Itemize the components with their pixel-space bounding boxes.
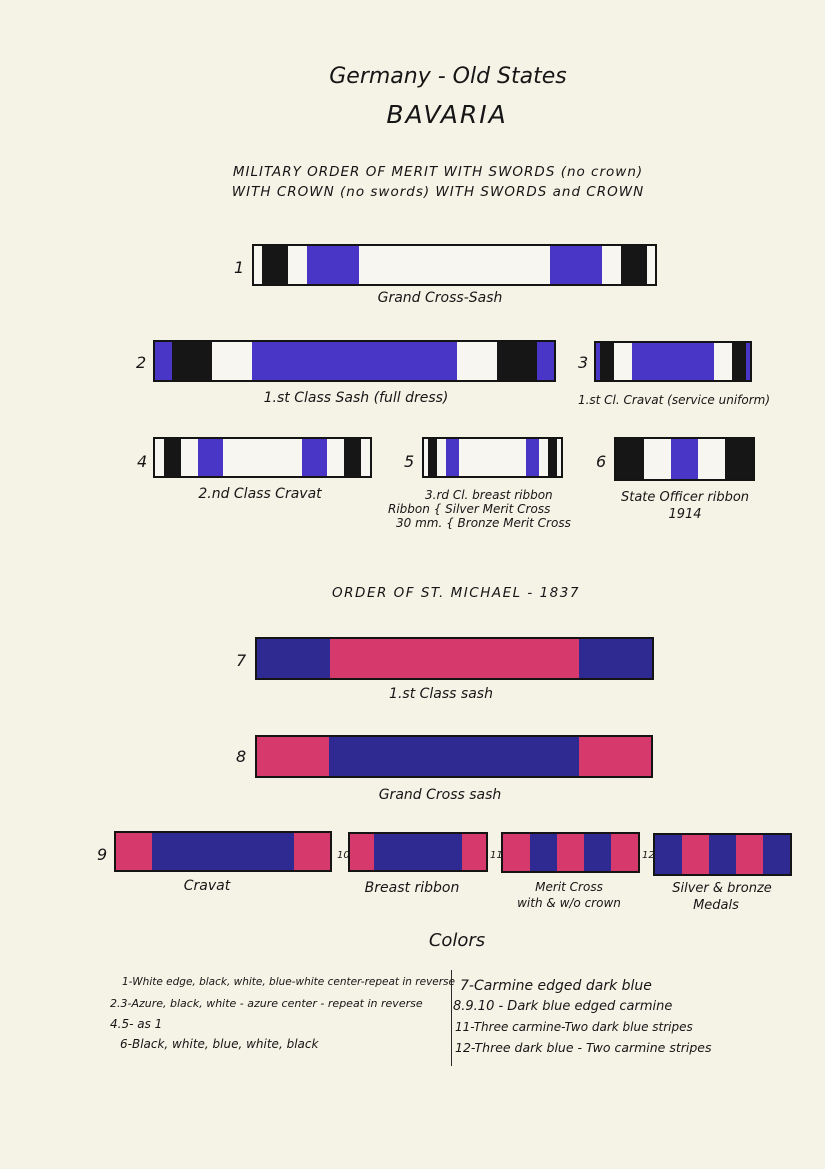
ribbon-label: 1914 (668, 507, 702, 522)
ribbon-number: 11 (490, 850, 503, 861)
ribbon-label: Merit Cross (535, 880, 603, 894)
legend-left-line: 1-White edge, black, white, blue-white center-repeat in reverse (122, 976, 455, 988)
ribbon-number: 1 (234, 258, 245, 277)
ribbon-8-grand-cross-sash (255, 735, 653, 778)
ribbon-10-breast-ribbon (348, 832, 488, 872)
legend-right-line: 8.9.10 - Dark blue edged carmine (453, 999, 673, 1014)
ribbon-label: Medals (693, 898, 739, 913)
ribbon-1-grand-cross-sash (252, 244, 657, 286)
ribbon-label: Ribbon { Silver Merit Cross (388, 502, 551, 516)
ribbon-6-state-officer-ribbon (614, 437, 755, 481)
ribbon-label: 1.st Class sash (389, 686, 493, 702)
ribbon-11-merit-cross (501, 832, 640, 873)
ribbon-2-first-class-sash (153, 340, 556, 382)
legend-right-line: 12-Three dark blue - Two carmine stripes (455, 1040, 712, 1055)
state-heading: BAVARIA (386, 100, 508, 129)
ribbon-number: 2 (136, 353, 147, 372)
ribbon-label: Cravat (183, 878, 231, 894)
ribbon-label: 2.nd Class Cravat (198, 486, 322, 502)
ribbon-label: Grand Cross sash (378, 787, 502, 803)
ribbon-number: 7 (236, 651, 247, 670)
section-title-st-michael: ORDER OF ST. MICHAEL - 1837 (332, 585, 580, 601)
ribbon-number: 10 (337, 850, 350, 861)
ribbon-4-second-class-cravat (153, 437, 372, 478)
legend-right-line: 7-Carmine edged dark blue (460, 978, 652, 994)
ribbon-number: 9 (97, 845, 108, 864)
legend-left-line: 2.3-Azure, black, white - azure center - repeat in reverse (110, 997, 423, 1010)
ribbon-label: 1.st Cl. Cravat (service uniform) (577, 393, 771, 407)
ribbon-label: Breast ribbon (364, 880, 460, 896)
ribbon-3-first-class-cravat (594, 341, 752, 382)
ribbon-number: 8 (236, 747, 247, 766)
ribbon-5-third-class-breast-ribbon (422, 437, 563, 478)
ribbon-12-silver-bronze-medals (653, 833, 792, 876)
section-title-merit-line1: MILITARY ORDER OF MERIT WITH SWORDS (no crown) (232, 164, 644, 180)
ribbon-label: with & w/o crown (517, 896, 621, 910)
ribbon-number: 12 (642, 850, 655, 861)
section-title-merit-line2: WITH CROWN (no swords) WITH SWORDS and CROWN (231, 184, 645, 200)
ribbon-label: Silver & bronze (672, 881, 772, 896)
country-heading: Germany - Old States (329, 64, 567, 89)
legend-left-line: 4.5- as 1 (110, 1017, 163, 1031)
ribbon-number: 5 (404, 452, 415, 471)
colors-heading: Colors (428, 930, 486, 951)
ribbon-number: 4 (137, 452, 148, 471)
ribbon-label: 30 mm. { Bronze Merit Cross (396, 516, 571, 530)
ribbon-number: 3 (578, 353, 589, 372)
ribbon-label: 3.rd Cl. breast ribbon (425, 488, 553, 502)
ribbon-7-first-class-sash (255, 637, 654, 680)
ribbon-label: State Officer ribbon (620, 490, 750, 505)
ribbon-label: Grand Cross-Sash (377, 290, 503, 306)
legend-right-line: 11-Three carmine-Two dark blue stripes (455, 1020, 693, 1034)
ribbon-9-cravat (114, 831, 332, 872)
ribbon-label: 1.st Class Sash (full dress) (263, 390, 449, 406)
legend-left-line: 6-Black, white, blue, white, black (120, 1037, 319, 1051)
ribbon-number: 6 (596, 452, 607, 471)
